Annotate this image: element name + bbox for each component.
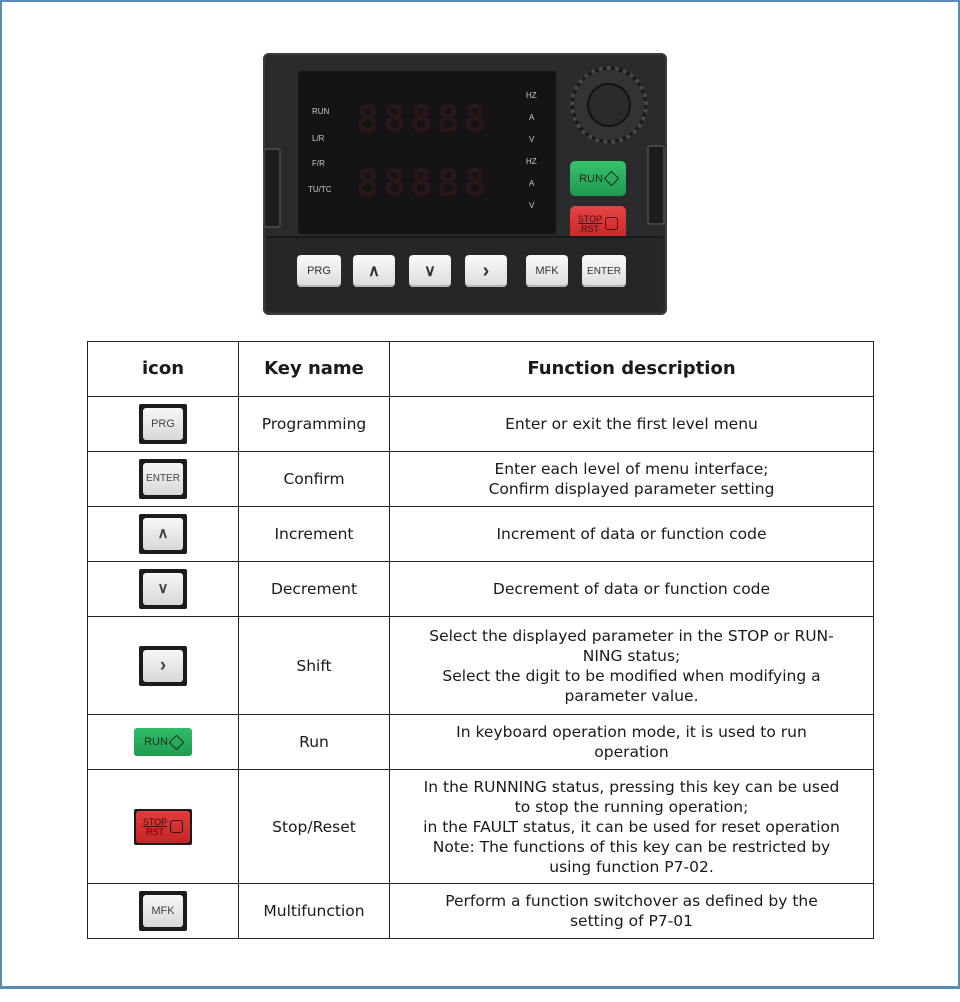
key-name: Multifunction: [239, 884, 390, 939]
enter-button[interactable]: ENTER: [582, 255, 626, 287]
header-key-name: Key name: [239, 342, 390, 397]
indicator-tutc: TU/TC: [308, 185, 332, 194]
indicator-fr: F/R: [312, 159, 325, 168]
table-header-row: [88, 342, 874, 397]
led-display: [298, 71, 556, 234]
table-row: [88, 884, 874, 939]
indicator-lr: L/R: [312, 134, 325, 143]
run-key-icon: RUN: [133, 727, 193, 757]
down-arrow-key-icon: ∨: [139, 569, 187, 609]
function-description: In the RUNNING status, pressing this key can be used to stop the running operation; in the FAULT status, it can be used for reset operation Note: The functions of this key can be restricted by using function P7-02.: [390, 770, 874, 884]
key-name: Decrement: [239, 562, 390, 617]
run-button[interactable]: [570, 161, 626, 196]
table-row: [88, 397, 874, 452]
left-mount-clip: [263, 148, 281, 228]
prg-key-icon: PRG: [139, 404, 187, 444]
mfk-key-icon: MFK: [139, 891, 187, 931]
function-description: Enter each level of menu interface; Confirm displayed parameter setting: [390, 452, 874, 507]
table-row: [88, 507, 874, 562]
key-name: Programming: [239, 397, 390, 452]
unit-hz-bottom: HZ: [526, 157, 537, 166]
key-name: Shift: [239, 617, 390, 715]
function-description: Increment of data or function code: [390, 507, 874, 562]
function-description: Decrement of data or function code: [390, 562, 874, 617]
key-name: Run: [239, 715, 390, 770]
stop-octagon-icon: [605, 217, 618, 230]
display-digits-bottom: 88888: [356, 161, 491, 205]
right-arrow-key-icon: ›: [139, 646, 187, 686]
header-function-description: Function description: [390, 342, 874, 397]
run-diamond-icon: [169, 734, 185, 750]
potentiometer-knob[interactable]: [574, 70, 644, 140]
function-description: Select the displayed parameter in the STOP or RUN- NING status; Select the digit to be modified when modifying a parameter value.: [390, 617, 874, 715]
run-diamond-icon: [604, 171, 620, 187]
key-name: Confirm: [239, 452, 390, 507]
mfk-button[interactable]: MFK: [526, 255, 568, 287]
prg-button[interactable]: PRG: [297, 255, 341, 287]
table-row: [88, 715, 874, 770]
run-label: RUN: [579, 172, 603, 185]
key-function-table: [87, 341, 874, 939]
enter-key-icon: ENTER: [139, 459, 187, 499]
rst-label: RST: [581, 223, 599, 234]
up-button[interactable]: ∧: [353, 255, 395, 287]
key-name: Increment: [239, 507, 390, 562]
unit-v-bottom: V: [529, 201, 535, 210]
header-icon: icon: [88, 342, 239, 397]
unit-a-bottom: A: [529, 179, 535, 188]
indicator-run: RUN: [312, 107, 330, 116]
unit-hz-top: HZ: [526, 91, 537, 100]
up-arrow-key-icon: ∧: [139, 514, 187, 554]
down-button[interactable]: ∨: [409, 255, 451, 287]
table-row: [88, 452, 874, 507]
display-digits-top: 88888: [356, 97, 491, 141]
unit-v-top: V: [529, 135, 535, 144]
function-description: In keyboard operation mode, it is used to run operation: [390, 715, 874, 770]
table-row: [88, 770, 874, 884]
keypad-panel: [263, 53, 667, 315]
shift-button[interactable]: ›: [465, 255, 507, 287]
stop-octagon-icon: [170, 820, 183, 833]
unit-a-top: A: [529, 113, 535, 122]
key-name: Stop/Reset: [239, 770, 390, 884]
right-mount-clip: [647, 145, 665, 225]
stop-label: STOP: [577, 213, 603, 224]
function-description: Enter or exit the first level menu: [390, 397, 874, 452]
function-description: Perform a function switchover as defined by the setting of P7-01: [390, 884, 874, 939]
stop-reset-key-icon: STOP RST: [134, 809, 192, 845]
table-row: [88, 617, 874, 715]
table-row: [88, 562, 874, 617]
